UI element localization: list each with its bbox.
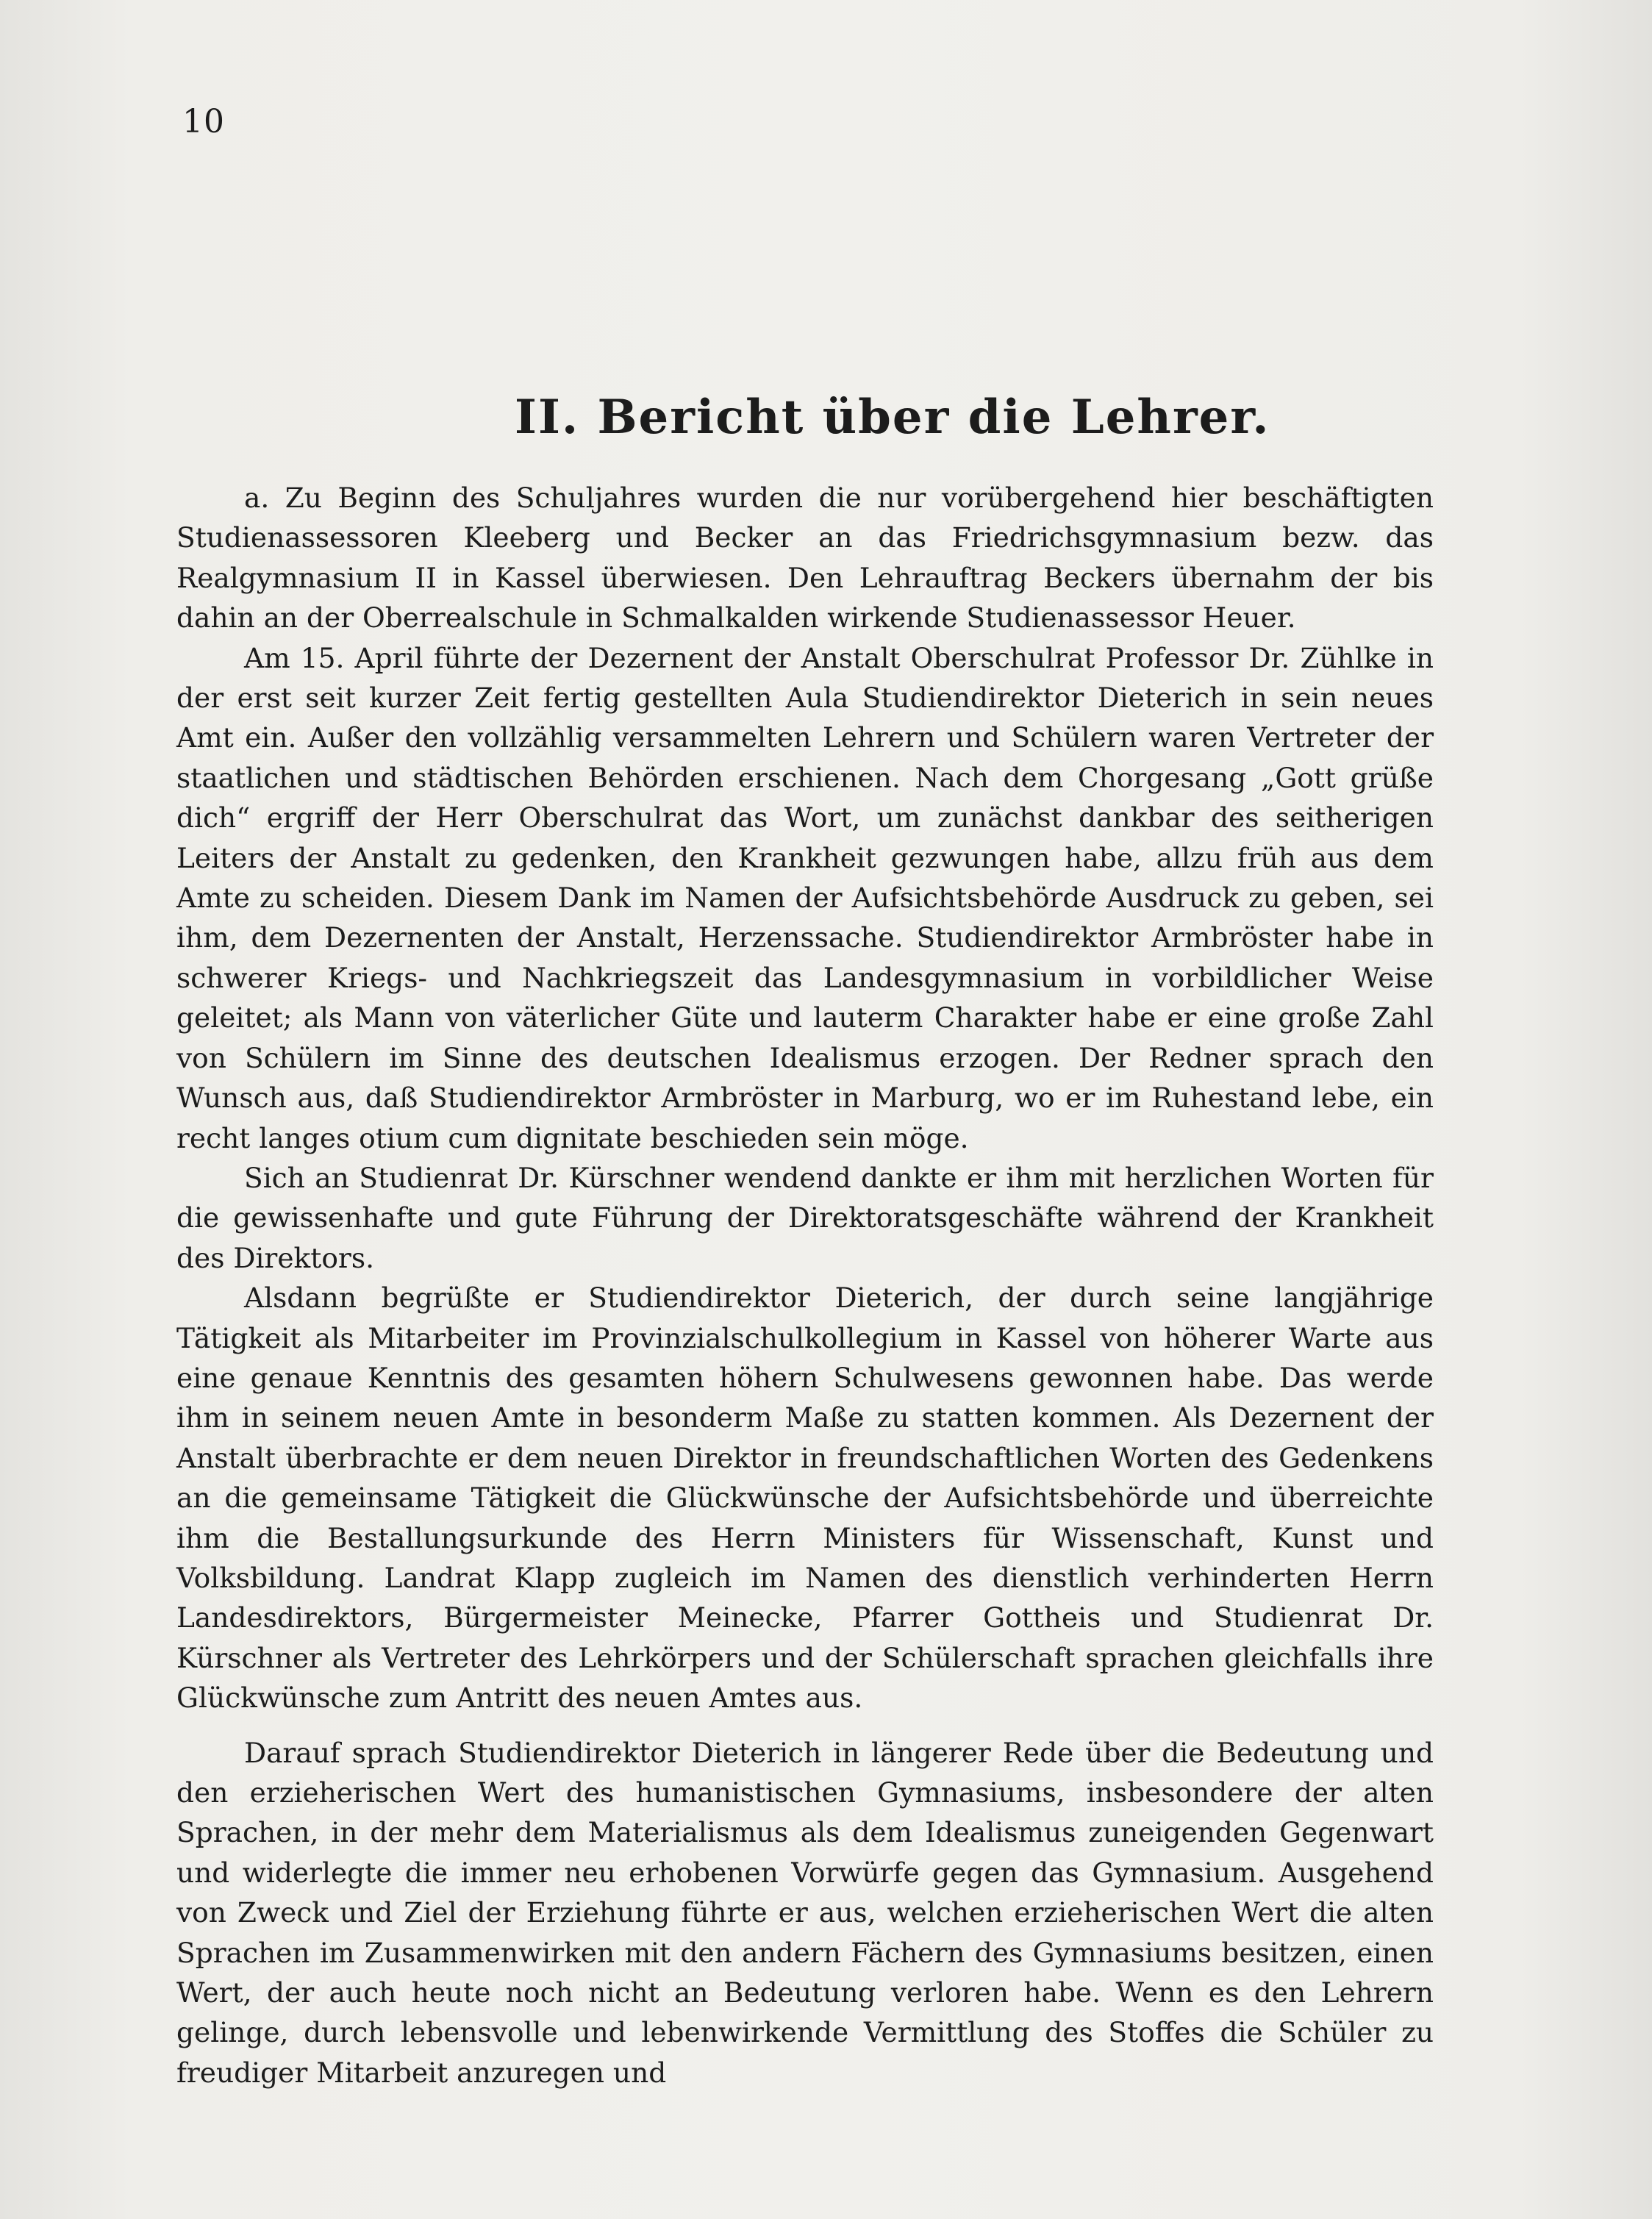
paragraph-installation: Am 15. April führte der Dezernent der Anstalt Oberschulrat Professor Dr. Zühlke in der erst seit kurzer Zeit fertig gestellten Aula Studiendirektor Dieterich in sein neues Amt ein. Außer den vollzählig versammelten Lehrern und Schülern waren Vertreter der staatlichen und städtischen Behörden erschienen. Nach dem Chorgesang „Gott grüße dich“ ergriff der Herr Oberschulrat das Wort, um zunächst dankbar des seitherigen Leiters der Anstalt zu gedenken, den Krankheit gezwungen habe, allzu früh aus dem Amte zu scheiden. Diesem Dank im Namen der Aufsichtsbehörde Ausdruck zu geben, sei ihm, dem Dezernenten der Anstalt, Herzenssache. Studiendirektor Armbröster habe in schwerer Kriegs- und Nachkriegszeit das Landesgymnasium in vorbildlicher Weise geleitet; als Mann von väterlicher Güte und lauterm Charakter habe er eine große Zahl von Schülern im Sinne des deutschen Idealismus erzogen. Der Redner sprach den Wunsch aus, daß Studiendirektor Armbröster in Marburg, wo er im Ruhestand lebe, ein recht langes otium cum dignitate beschieden sein möge.: [176, 641, 1434, 1154]
paragraph-thanks: Sich an Studienrat Dr. Kürschner wendend dankte er ihm mit herzlichen Worten für die gewissenhafte und gute Führung der Direktoratsgeschäfte während der Krankheit des Direktors.: [176, 1161, 1434, 1274]
paragraph-speech: Darauf sprach Studiendirektor Dieterich in längerer Rede über die Bedeutung und den erzieherischen Wert des humanistischen Gymnasiums, insbesondere der alten Sprachen, in der mehr dem Materialismus als dem Idealismus zuneigenden Gegenwart und widerlegte die immer neu erhobenen Vorwürfe gegen das Gymnasium. Ausgehend von Zweck und Ziel der Erziehung führte er aus, welchen erzieherischen Wert die alten Sprachen im Zusammenwirken mit den andern Fächern des Gymnasiums besitzen, einen Wert, der auch heute noch nicht an Bedeutung verloren habe. Wenn es den Lehrern gelinge, durch lebensvolle und lebenwirkende Vermittlung des Stoffes die Schüler zu freudiger Mitarbeit anzuregen und: [176, 1736, 1434, 2089]
section-heading: II. Bericht über die Lehrer.: [515, 390, 1270, 445]
paragraph-greeting: Alsdann begrüßte er Studiendirektor Dieterich, der durch seine langjährige Tätigkeit als Mitarbeiter im Provinzialschulkollegium in Kassel von höherer Warte aus eine genaue Kenntnis des gesamten höhern Schulwesens gewonnen habe. Das werde ihm in seinem neuen Amte in besonderm Maße zu statten kommen. Als Dezernent der Anstalt überbrachte er dem neuen Direktor in freundschaftlichen Worten des Gedenkens an die gemeinsame Tätigkeit die Glückwünsche der Aufsichtsbehörde und überreichte ihm die Bestallungsurkunde des Herrn Ministers für Wissenschaft, Kunst und Volksbildung. Landrat Klapp zugleich im Namen des dienstlich verhinderten Herrn Landesdirektors, Bürgermeister Meinecke, Pfarrer Gottheis und Studienrat Dr. Kürschner als Vertreter des Lehrkörpers und der Schülerschaft sprachen gleichfalls ihre Glückwünsche zum Antritt des neuen Amtes aus.: [176, 1282, 1434, 1715]
paragraph-transfers: a. Zu Beginn des Schuljahres wurden die nur vorübergehend hier beschäftigten Studienassessoren Kleeberg und Becker an das Friedrichsgymnasium bezw. das Realgymnasium II in Kassel überwiesen. Den Lehrauftrag Beckers übernahm der bis dahin an der Oberrealschule in Schmalkalden wirkende Studienassessor Heuer.: [176, 482, 1434, 635]
page-number: 10: [182, 103, 225, 140]
body-text: [176, 478, 1434, 2093]
